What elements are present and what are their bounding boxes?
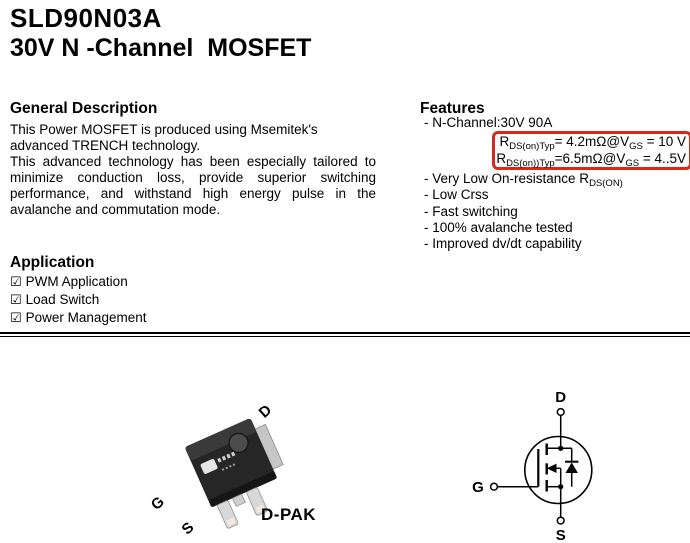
application-item <box>10 310 146 328</box>
application-item <box>10 292 146 310</box>
section-divider <box>0 332 690 337</box>
rds-typ-line-1: $R_{DS(on)Typ}=$ $4.2m\Omega@V_{GS} = 10$ V <box>499 134 686 152</box>
drain-terminal <box>557 409 564 416</box>
feature-item: - Fast switching <box>424 203 518 219</box>
feature-item: - 100% avalanche tested <box>424 219 573 235</box>
description-line: This advanced technology has been especially tailored to <box>10 154 376 169</box>
body-arrow <box>547 464 557 473</box>
mosfet-symbol-image <box>465 385 650 543</box>
description-line: advanced TRENCH technology. <box>10 138 201 153</box>
symbol-circle <box>525 437 592 504</box>
application-item-label: PWM Application <box>25 274 128 289</box>
body-diode-anode <box>566 463 578 474</box>
feature-item: - Improved dv/dt capability <box>424 236 582 252</box>
feature-item: - Low Crss <box>424 187 489 203</box>
checked-checkbox-icon: ☑ <box>10 310 22 326</box>
rds-typ-line-2: $R_{DS(on))Typ}=6.5m\Omega@V_{GS} = 4..5V$ <box>496 150 686 169</box>
feature-item-channel: - N-Channel:30V 90A <box>424 115 553 130</box>
symbol-pin-label-s: S <box>555 527 566 543</box>
application-heading: Application <box>10 254 95 271</box>
header <box>10 3 311 63</box>
application-item-label: Power Management <box>25 309 147 325</box>
general-description-heading: General Description <box>10 100 158 117</box>
description-line: performance, and withstand high energy pulse in the <box>10 186 376 201</box>
description-line: minimize conduction loss, provide superior switching <box>10 170 376 185</box>
package-pin-label-s: S <box>178 518 198 539</box>
description-line: avalanche and commutation mode. <box>10 202 221 217</box>
application-section <box>10 254 146 327</box>
part-number: SLD90N03A <box>10 3 162 33</box>
package-pin-label-d: D <box>255 401 276 422</box>
rds-highlight-box <box>492 131 690 170</box>
general-description-text <box>10 122 376 218</box>
feature-item: - Very Low On-resistance $R_{DS(ON)}$ <box>424 171 623 189</box>
symbol-pin-label-g: G <box>472 479 484 496</box>
checked-checkbox-icon: ☑ <box>10 292 22 308</box>
application-item-label: Load Switch <box>25 291 100 307</box>
package-pin-label-g: G <box>147 493 168 514</box>
description-line: This Power MOSFET is produced using Msemitek's <box>10 122 318 137</box>
checked-checkbox-icon: ☑ <box>10 275 22 290</box>
source-terminal <box>557 517 564 524</box>
part-title: 30V N -Channel MOSFET <box>10 34 312 62</box>
package-name-label: D-PAK <box>261 505 317 524</box>
features-heading: Features <box>420 100 485 117</box>
application-item <box>10 274 146 292</box>
features-list <box>424 171 623 252</box>
symbol-pin-label-d: D <box>555 389 567 406</box>
gate-terminal <box>491 483 498 490</box>
